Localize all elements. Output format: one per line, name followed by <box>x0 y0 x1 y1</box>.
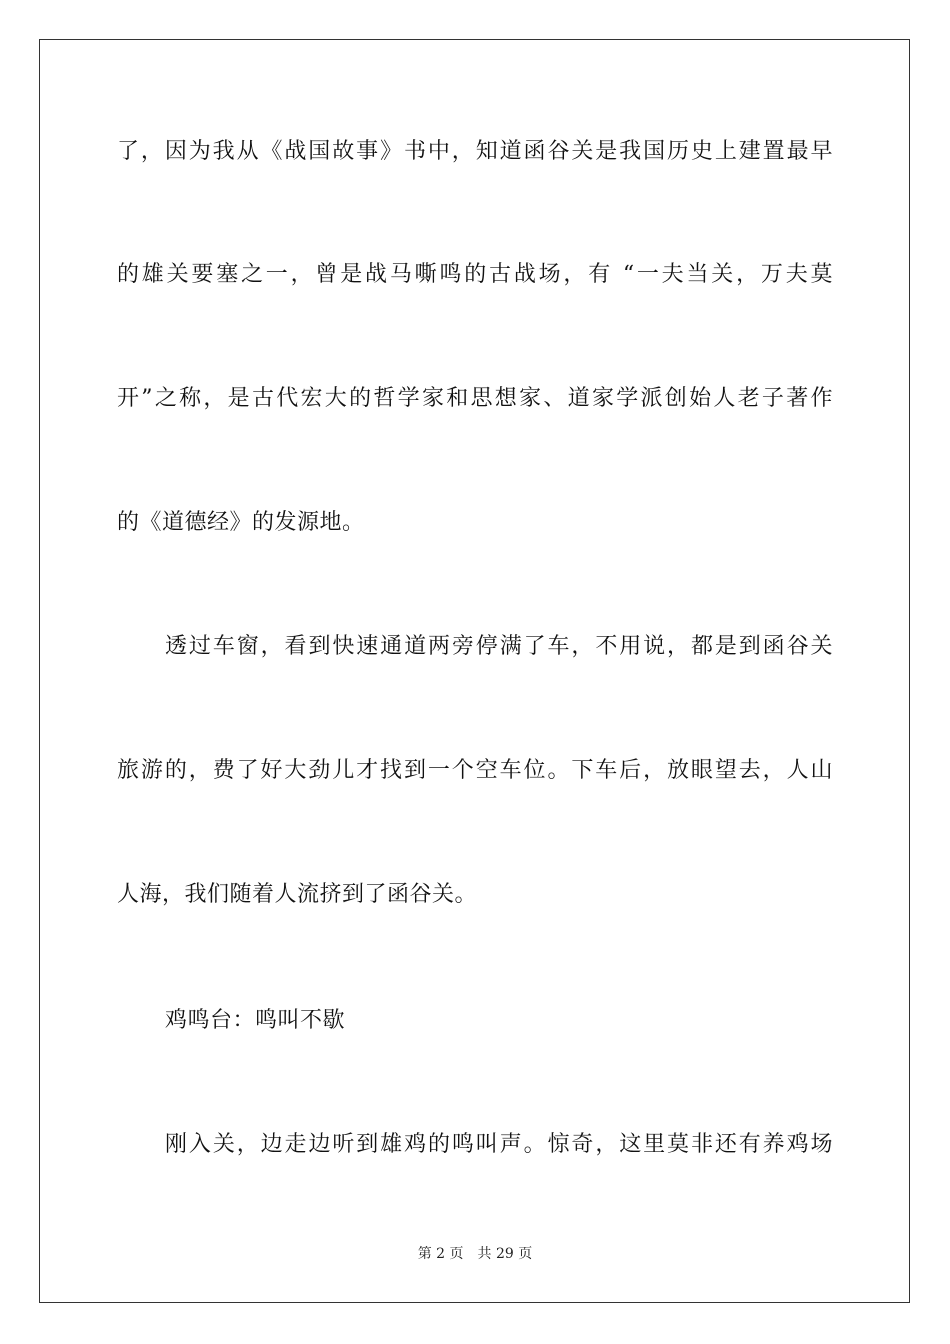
paragraph-line: 人海，我们随着人流挤到了函谷关。 <box>117 882 478 907</box>
page-number: 第 2 页 <box>417 1246 464 1262</box>
paragraph-line: 开”之称，是古代宏大的哲学家和思想家、道家学派创始人老子著作 <box>117 386 833 411</box>
paragraph-line: 旅游的，费了好大劲儿才找到一个空车位。下车后，放眼望去，人山 <box>117 758 833 783</box>
page-footer <box>0 1244 950 1264</box>
paragraph-line: 刚入关，边走边听到雄鸡的鸣叫声。惊奇，这里莫非还有养鸡场 <box>165 1132 833 1157</box>
paragraph-line: 透过车窗，看到快速通道两旁停满了车，不用说，都是到函谷关 <box>165 634 833 659</box>
section-heading: 鸡鸣台：鸣叫不歇 <box>165 1008 346 1033</box>
paragraph-line: 了，因为我从《战国故事》书中，知道函谷关是我国历史上建置最早 <box>117 139 833 164</box>
total-pages: 共 29 页 <box>477 1246 533 1262</box>
paragraph-line: 的《道德经》的发源地。 <box>117 510 365 535</box>
paragraph-line: 的雄关要塞之一，曾是战马嘶鸣的古战场，有 “一夫当关，万夫莫 <box>117 262 833 287</box>
page-border <box>39 39 910 1303</box>
